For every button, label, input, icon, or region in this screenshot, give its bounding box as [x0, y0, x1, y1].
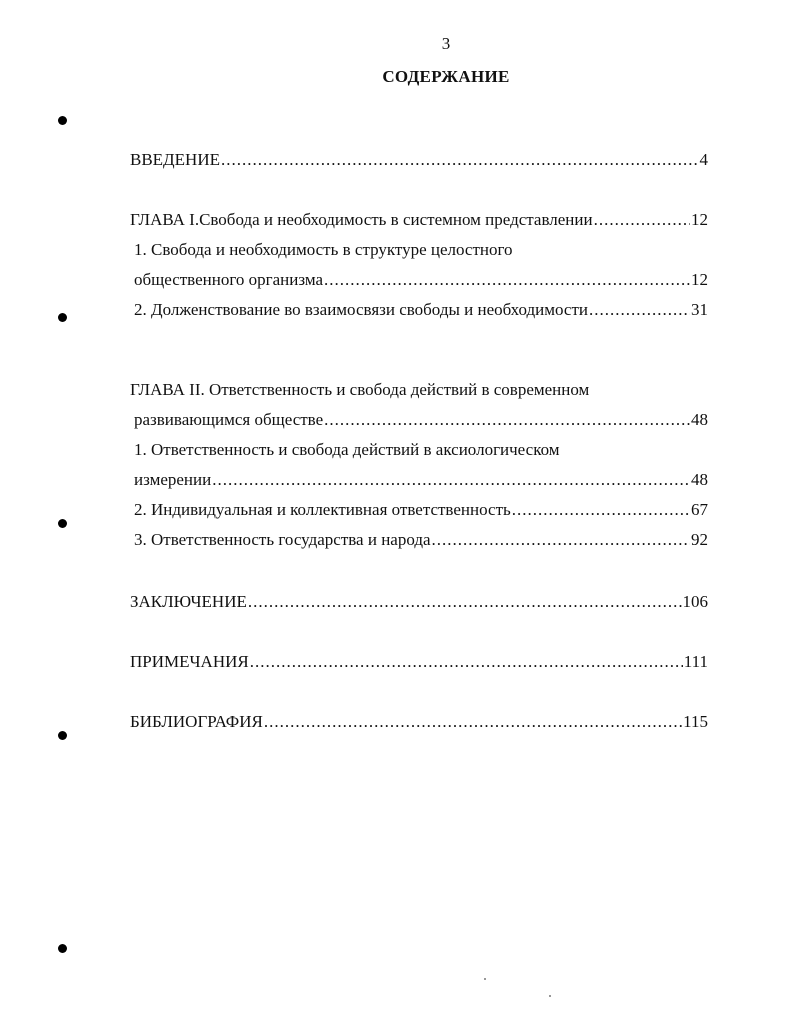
- toc-leader-dots: [432, 530, 690, 550]
- toc-leader-dots: [324, 270, 690, 290]
- toc-entry-label: 2. Индивидуальная и коллективная ответственность: [134, 500, 511, 519]
- toc-entry-page: 12: [691, 210, 708, 229]
- toc-entry-ch1-sec1-line1: 1. Свобода и необходимость в структуре целостного: [134, 240, 513, 259]
- toc-entry-intro: [130, 150, 708, 170]
- punch-hole-mark: [58, 519, 67, 528]
- toc-entry-label: ЗАКЛЮЧЕНИЕ: [130, 592, 247, 611]
- toc-entry-label: развивающимся обществе: [134, 410, 324, 429]
- toc-entry-label: общественного организма: [134, 270, 324, 289]
- page-title: СОДЕРЖАНИЕ: [382, 67, 510, 86]
- toc-leader-dots: [589, 300, 690, 320]
- toc-entry-label: ВВЕДЕНИЕ: [130, 150, 220, 169]
- toc-leader-dots: [248, 592, 682, 612]
- toc-entry-chapter2-line1: ГЛАВА II. Ответственность и свобода действий в современном: [130, 380, 590, 399]
- toc-entry-page: 115: [683, 712, 708, 731]
- toc-entry-ch1-sec1: [134, 270, 708, 290]
- page-number: 3: [441, 34, 451, 53]
- toc-entry-label: 3. Ответственность государства и народа: [134, 530, 431, 549]
- toc-entry-chapter1: [130, 210, 708, 230]
- toc-entry-label: ГЛАВА I.Свобода и необходимость в системном представлении: [130, 210, 593, 229]
- toc-entry-notes: [130, 652, 708, 672]
- toc-entry-label: БИБЛИОГРАФИЯ: [130, 712, 263, 731]
- toc-entry-page: 92: [691, 530, 708, 549]
- punch-hole-mark: [58, 116, 67, 125]
- toc-entry-page: 67: [691, 500, 708, 519]
- toc-leader-dots: [324, 410, 690, 430]
- toc-entry-page: 48: [691, 470, 708, 489]
- toc-entry-ch2-sec1: [134, 470, 708, 490]
- toc-entry-ch1-sec2: [134, 300, 708, 320]
- toc-entry-ch2-sec2: [134, 500, 708, 520]
- toc-leader-dots: [264, 712, 682, 732]
- punch-hole-mark: [58, 313, 67, 322]
- toc-entry-page: 31: [691, 300, 708, 319]
- punch-hole-mark: [58, 944, 67, 953]
- toc-leader-dots: [250, 652, 683, 672]
- toc-entry-page: 12: [691, 270, 708, 289]
- toc-entry-chapter2: [134, 410, 708, 430]
- toc-entry-ch2-sec1-line1: 1. Ответственность и свобода действий в аксиологическом: [134, 440, 560, 459]
- toc-entry-label: ПРИМЕЧАНИЯ: [130, 652, 249, 671]
- toc-leader-dots: [221, 150, 699, 170]
- punch-hole-mark: [58, 731, 67, 740]
- toc-leader-dots: [594, 210, 690, 230]
- toc-leader-dots: [512, 500, 690, 520]
- toc-entry-ch2-sec3: [134, 530, 708, 550]
- toc-entry-bibliography: [130, 712, 708, 732]
- scan-speck: [549, 995, 551, 997]
- toc-entry-conclusion: [130, 592, 708, 612]
- toc-entry-page: 106: [682, 592, 708, 611]
- toc-entry-label: 2. Долженствование во взаимосвязи свободы и необходимости: [134, 300, 588, 319]
- toc-leader-dots: [212, 470, 690, 490]
- toc-entry-page: 111: [683, 652, 708, 671]
- toc-entry-page: 48: [691, 410, 708, 429]
- toc-entry-label: измерении: [134, 470, 212, 489]
- toc-entry-page: 4: [699, 150, 708, 169]
- scan-speck: [484, 978, 486, 980]
